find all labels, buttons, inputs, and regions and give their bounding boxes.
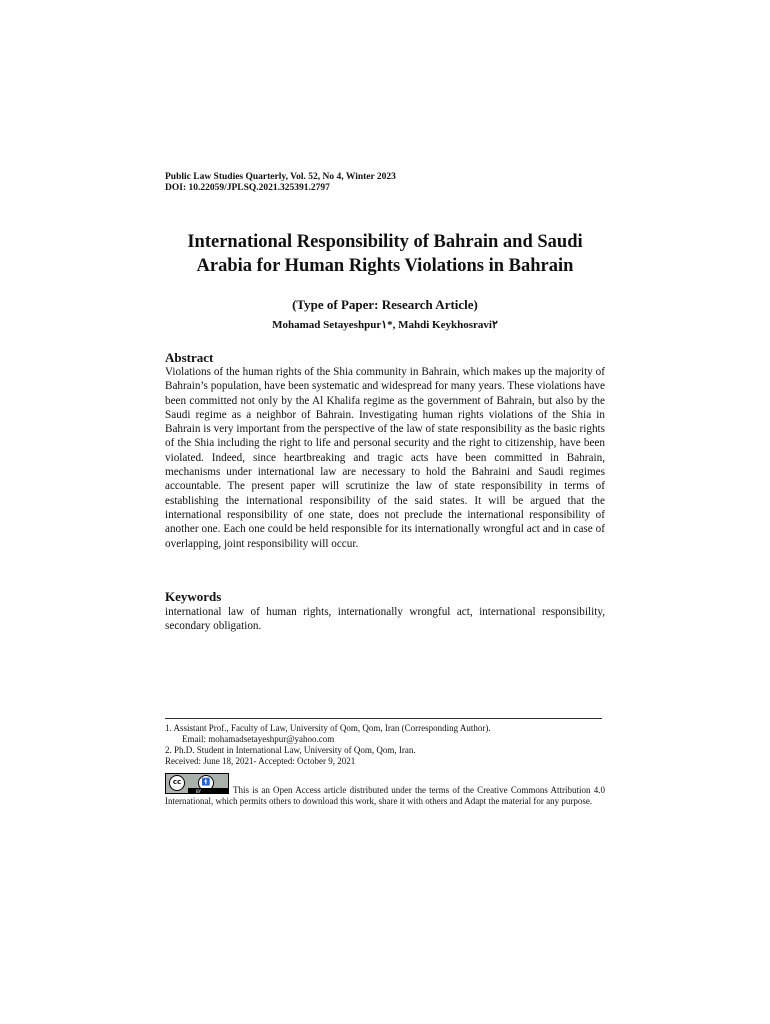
keywords-text: international law of human rights, internationally wrongful act, international responsibility, secondary obligation. <box>165 606 605 633</box>
title-line-2: Arabia for Human Rights Violations in Bahrain <box>196 256 574 276</box>
abstract-text: Violations of the human rights of the Shia community in Bahrain, which makes up the majority of Bahrain’s population, have been systematic and widespread for many years. These violations have been committed not only by the Al Khalifa regime as the government of Bahrain, but also by the Saudi regime as a neighbor of Bahrain. Investigating human rights violations of the Shia in Bahrain is very important from the perspective of the law of state responsibility as the basic rights of the Shia including the right to life and personal security and the right to citizenship, have been violated. Indeed, since heartbreaking and tragic acts have been committed in Bahrain, mechanisms under international law are necessary to hold the Bahraini and Saudi regimes accountable. The present paper will scrutinize the law of state responsibility in terms of establishing the international responsibility of the said states. It will be argued that the international responsibility of one state, does not preclude the international responsibility of another one. Each one could be held responsible for its internationally wrongful act and in case of overlapping, joint responsibility will occur. <box>165 366 605 550</box>
footnote-1-email: Email: mohamadsetayeshpur@yahoo.com <box>182 734 335 744</box>
cc-circle-icon: cc <box>169 775 185 791</box>
paper-type: (Type of Paper: Research Article) <box>292 297 478 312</box>
journal-line: Public Law Studies Quarterly, Vol. 52, No 4, Winter 2023 <box>165 172 396 182</box>
abstract-heading: Abstract <box>165 350 214 365</box>
doi-line: DOI: 10.22059/JPLSQ.2021.325391.2797 <box>165 183 330 193</box>
title-line-1: International Responsibility of Bahrain and Saudi <box>187 232 583 252</box>
footnote-divider <box>165 718 602 719</box>
received-dates: Received: June 18, 2021- Accepted: October 9, 2021 <box>165 756 356 766</box>
keywords-heading: Keywords <box>165 589 222 604</box>
license-text: This is an Open Access article distributed under the terms of the Creative Commons Attribution 4.0 International, which permits others to download this work, share it with others and Adapt the material for any purpose. <box>165 785 605 806</box>
authors: Mohamad Setayeshpur١*, Mahdi Keykhosravi٢ <box>272 319 498 331</box>
badge-by-label: BY <box>196 789 201 794</box>
person-icon: 🚹 <box>198 775 214 791</box>
footnote-2: 2. Ph.D. Student in International Law, University of Qom, Qom, Iran. <box>165 745 416 755</box>
paper-title <box>165 230 605 278</box>
footnote-1: 1. Assistant Prof., Faculty of Law, University of Qom, Qom, Iran (Corresponding Author). <box>165 723 491 733</box>
journal-info <box>165 172 396 194</box>
